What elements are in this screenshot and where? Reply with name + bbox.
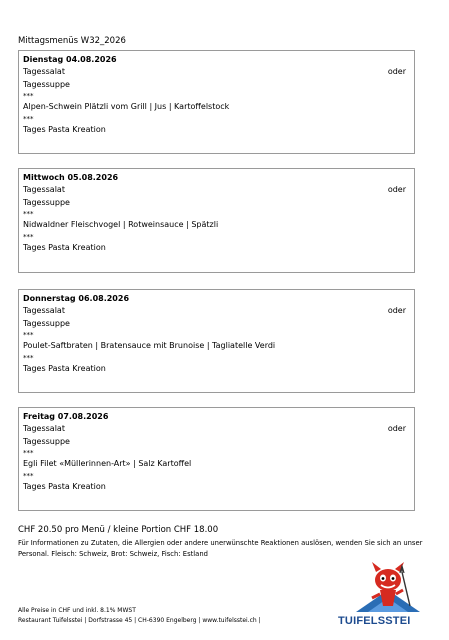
menu-item: Tages Pasta Kreation <box>23 242 106 252</box>
devil-mascot-icon <box>348 560 428 616</box>
day-card <box>18 50 415 154</box>
oder-label: oder <box>387 424 406 433</box>
restaurant-logo <box>338 560 449 630</box>
separator-stars: *** <box>23 449 34 458</box>
menu-item: Alpen-Schwein Plätzli vom Grill | Jus | Kartoffelstock <box>23 102 230 112</box>
menu-item: Tagessuppe <box>23 79 70 89</box>
menu-item: Egli Filet «Müllerinnen-Art» | Salz Kartoffel <box>23 459 192 469</box>
allergen-info: Für Informationen zu Zutaten, die Allergien oder andere unerwünschte Reaktionen auslösen, wenden Sie sich an unser Personal. Fleisch: Schweiz, Brot: Schweiz, Fisch: Estland <box>18 539 423 558</box>
separator-stars: *** <box>23 114 34 123</box>
menu-item: Tagessalat <box>23 185 65 195</box>
oder-label: oder <box>387 185 406 194</box>
logo-text: TUIFELSSTEI <box>338 615 411 627</box>
menu-item: Tages Pasta Kreation <box>23 363 106 373</box>
price-info: CHF 20.50 pro Menü / kleine Portion CHF 18.00 <box>18 525 219 535</box>
day-title: Freitag 07.08.2026 <box>23 412 109 421</box>
day-title: Dienstag 04.08.2026 <box>23 55 117 64</box>
separator-stars: *** <box>23 210 34 219</box>
footer-address: Restaurant Tuifelsstei | Dorfstrasse 45 | CH-6390 Engelberg | www.tuifelsstei.ch | <box>18 617 261 624</box>
footer <box>18 606 261 626</box>
menu-item: Tagessalat <box>23 424 65 434</box>
menu-item: Tagessalat <box>23 67 65 77</box>
separator-stars: *** <box>23 331 34 340</box>
menu-item: Tagessuppe <box>23 318 70 328</box>
menu-title: Mittagsmenüs W32_2026 <box>18 36 126 46</box>
day-card <box>18 289 415 393</box>
menu-item: Tagessuppe <box>23 436 70 446</box>
menu-item: Tagessuppe <box>23 197 70 207</box>
footer-vat-note: Alle Preise in CHF und inkl. 8.1% MWST <box>18 607 136 614</box>
separator-stars: *** <box>23 92 34 101</box>
separator-stars: *** <box>23 471 34 480</box>
day-card <box>18 407 415 511</box>
menu-item: Tages Pasta Kreation <box>23 481 106 491</box>
separator-stars: *** <box>23 232 34 241</box>
day-title: Mittwoch 05.08.2026 <box>23 173 119 182</box>
menu-item: Tagessalat <box>23 306 65 316</box>
oder-label: oder <box>387 306 406 315</box>
menu-item: Poulet-Saftbraten | Bratensauce mit Brunoise | Tagliatelle Verdi <box>23 341 276 351</box>
menu-item: Nidwaldner Fleischvogel | Rotweinsauce | Spätzli <box>23 220 219 230</box>
menu-item: Tages Pasta Kreation <box>23 124 106 134</box>
oder-label: oder <box>387 67 406 76</box>
separator-stars: *** <box>23 353 34 362</box>
day-card <box>18 168 415 273</box>
day-title: Donnerstag 06.08.2026 <box>23 294 130 303</box>
